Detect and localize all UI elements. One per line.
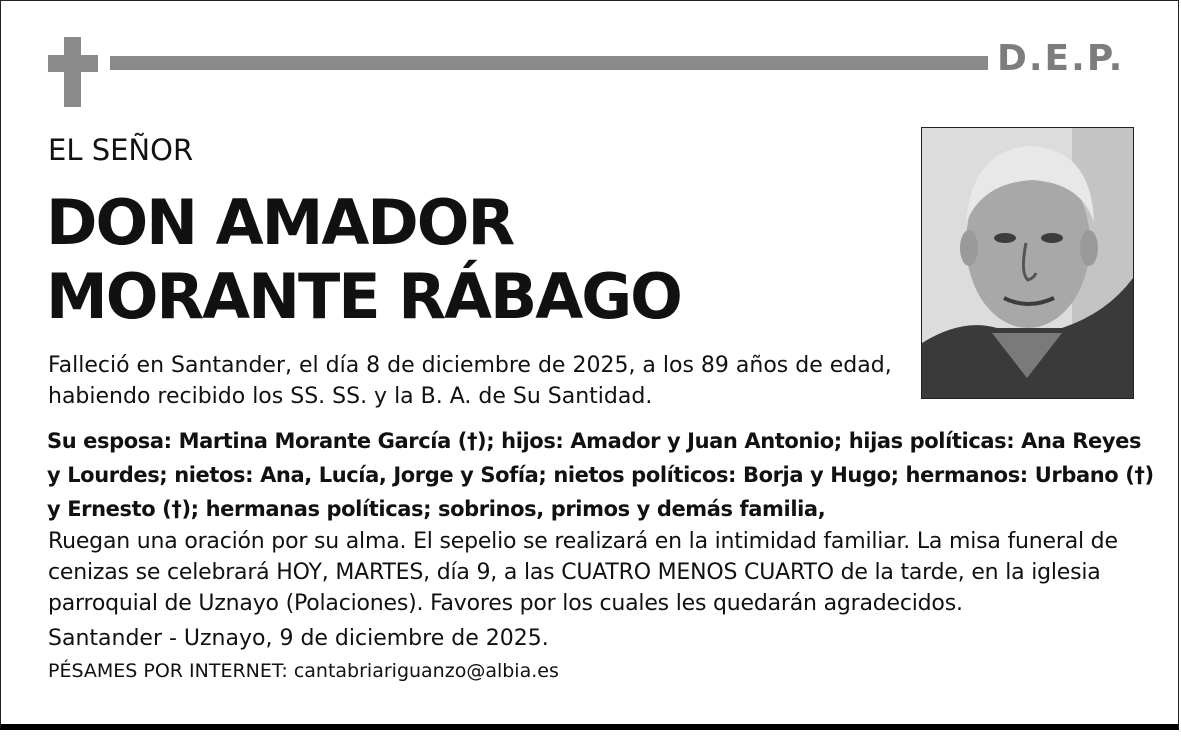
portrait-image [922,128,1133,398]
honorific: EL SEÑOR [48,133,194,167]
header-rule [110,56,988,70]
family-list: Su esposa: Martina Morante García (†); hijos: Amador y Juan Antonio; hijas políticas: Ana Reyes y Lourdes; nietos: Ana, Lucía, Jorge y Sofía; nietos políticos: Borja y Hugo; hermanos: Urbano (†) y Ernesto (†); hermanas políticas; sobrinos, primos y demás familia, [47,429,1154,521]
place-and-date: Santander - Uznayo, 9 de diciembre de 2025. [48,626,549,651]
cross-icon [64,37,81,107]
funeral-details: Ruegan una oración por su alma. El sepelio se realizará en la intimidad familiar. La misa funeral de cenizas se celebrará HOY, MARTES, día 9, a las CUATRO MENOS CUARTO de la tarde, en la iglesia parroquial de Uznayo (Polaciones). Favores por los cuales les quedarán agradecidos. [48,529,1118,616]
deceased-name-line-1: DON AMADOR [46,186,514,259]
portrait-photo [921,127,1134,399]
condolences-contact: PÉSAMES POR INTERNET: cantabriariguanzo@albia.es [48,660,559,682]
dep-label: D.E.P. [997,38,1125,79]
deceased-name-line-2: MORANTE RÁBAGO [46,260,681,333]
death-announcement: Falleció en Santander, el día 8 de diciembre de 2025, a los 89 años de edad, habiendo recibido los SS. SS. y la B. A. de Su Santidad. [48,353,892,409]
cross-icon-bar [48,55,98,72]
